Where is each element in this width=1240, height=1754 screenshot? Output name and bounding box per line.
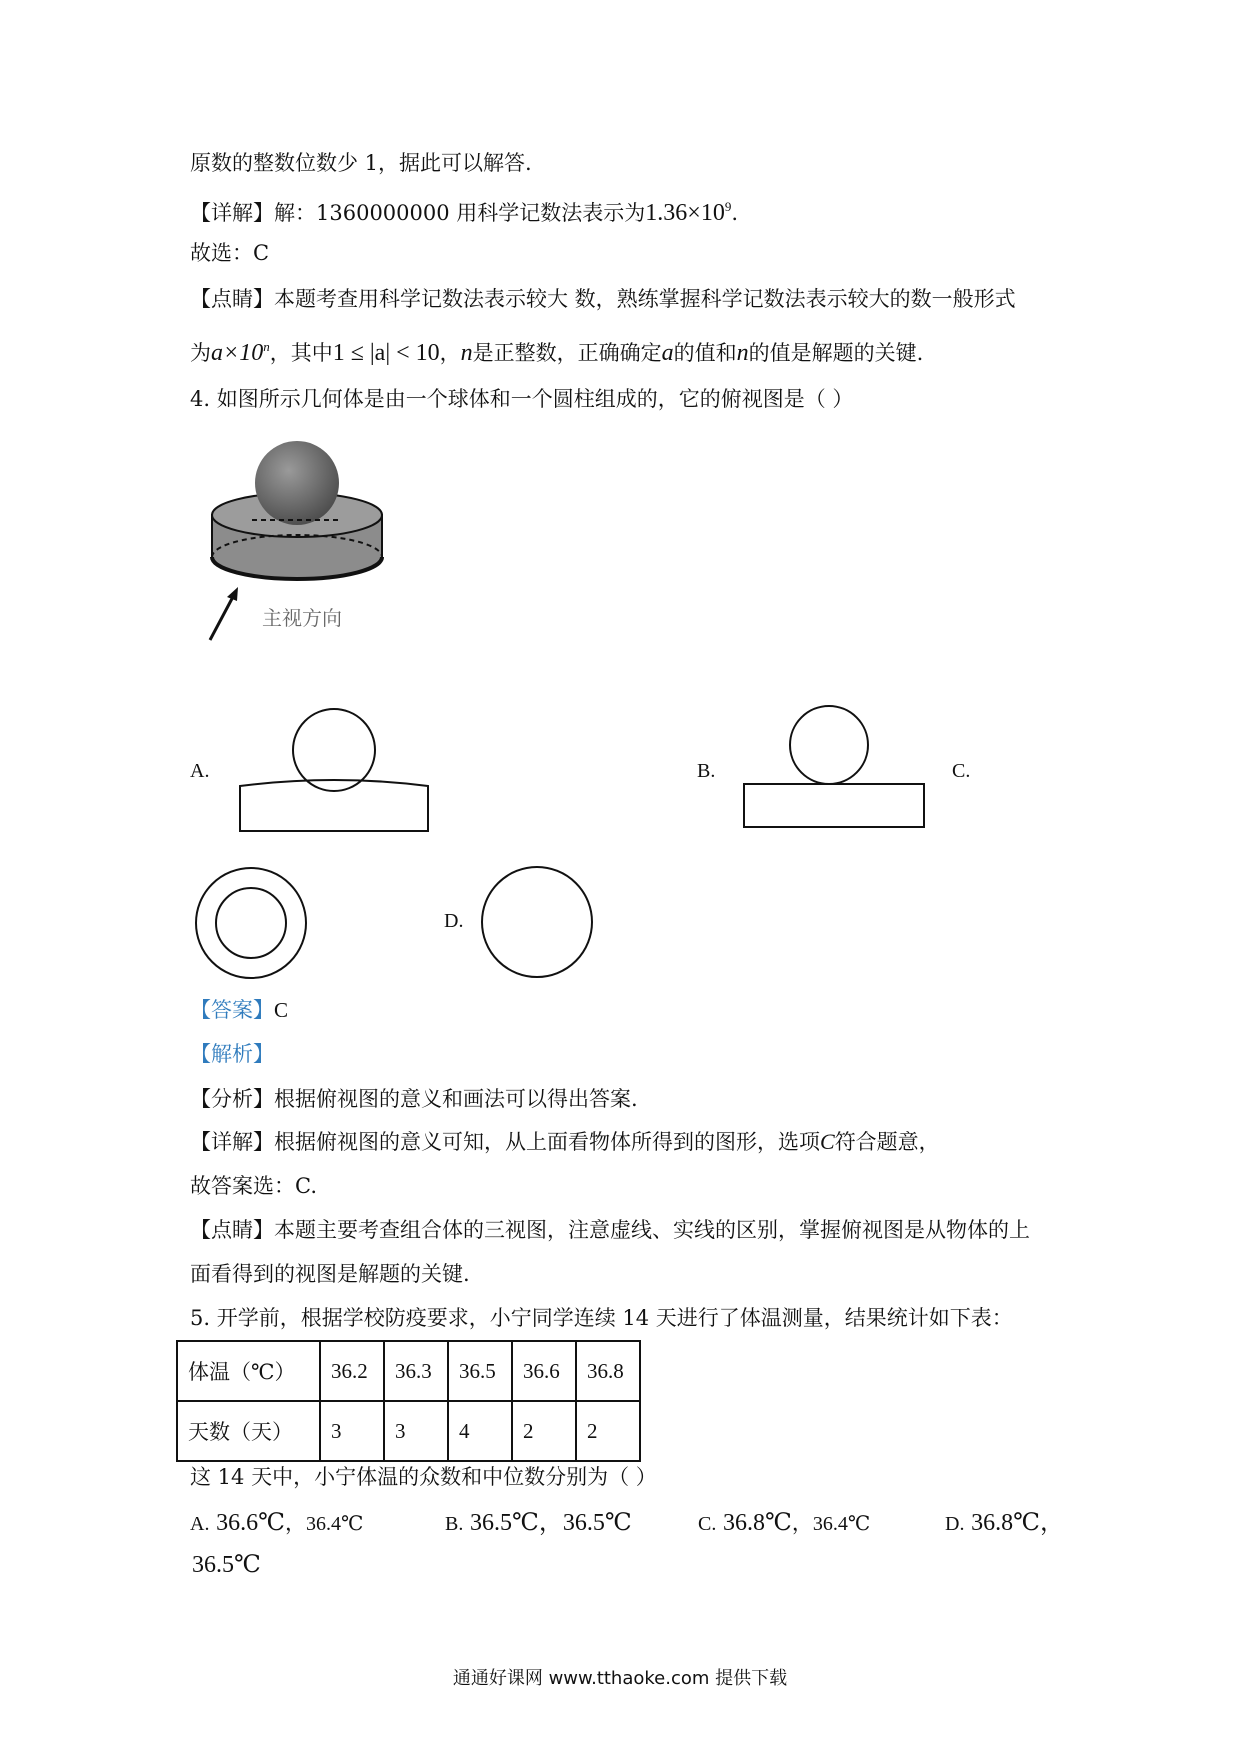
kp-text-d: 是正整数，正确确定	[472, 341, 662, 365]
key-point-line-2	[190, 332, 923, 368]
table-cell: 3	[320, 1401, 384, 1461]
q5-option-c-val1: 36.8℃	[723, 1510, 792, 1536]
q5-option-c-label: C.	[698, 1513, 717, 1535]
kp-formula-1-exp: n	[263, 339, 270, 354]
kp-formula-2: 1 ≤ |a| < 10	[332, 340, 440, 366]
table-cell: 36.8	[576, 1341, 640, 1401]
q5-question: 这 14 天中，小宁体温的众数和中位数分别为（ ）	[190, 1465, 657, 1489]
temperature-table	[176, 1340, 641, 1462]
answer-tag: 【答案】	[190, 998, 274, 1022]
table-row	[177, 1401, 640, 1461]
key-point-line-1: 【点睛】本题考查用科学记数法表示较大 数，熟练掌握科学记数法表示较大的数一般形式	[190, 287, 1016, 311]
q4-dianjing-2: 面看得到的视图是解题的关键.	[190, 1262, 470, 1286]
q5-option-c	[698, 1508, 870, 1539]
table-cell: 4	[448, 1401, 512, 1461]
table-cell: 2	[512, 1401, 576, 1461]
table-cell: 36.3	[384, 1341, 448, 1401]
q4-xiangjie	[190, 1127, 940, 1157]
sci-notation-exp: 9	[724, 199, 732, 214]
q4-option-a-figure	[238, 710, 430, 835]
q4-stem: 4. 如图所示几何体是由一个球体和一个圆柱组成的，它的俯视图是（ ）	[190, 387, 854, 411]
kp-var-n2: n	[736, 340, 749, 366]
kp-var-a: a	[661, 340, 674, 366]
kp-formula-1-base: a×10	[211, 340, 264, 366]
direction-label: 主视方向	[262, 606, 342, 630]
q4-option-b-label: B.	[697, 760, 716, 782]
table-head-temp: 体温（℃）	[177, 1341, 320, 1401]
xiangjie-text-a: 【详解】根据俯视图的意义可知，从上面看物体所得到的图形，选项	[190, 1130, 820, 1154]
q4-answer-line	[190, 995, 288, 1025]
q5-option-d-val2: 36.5℃	[192, 1552, 261, 1578]
xiangjie-option: C	[820, 1129, 835, 1154]
table-cell: 2	[576, 1401, 640, 1461]
q5-option-d-val1: 36.8℃，	[971, 1510, 1064, 1536]
kp-text-c: ，	[439, 341, 461, 365]
q5-option-a-label: A.	[190, 1513, 210, 1535]
q4-option-b-figure	[742, 705, 926, 830]
q4-option-d-figure	[480, 865, 596, 981]
analysis-tag: 【解析】	[190, 1042, 274, 1066]
detail-prefix: 【详解】解：1360000000 用科学记数法表示为	[190, 201, 646, 225]
q4-dianjing-1: 【点睛】本题主要考查组合体的三视图，注意虚线、实线的区别，掌握俯视图是从物体的上	[190, 1218, 1030, 1242]
table-cell: 36.5	[448, 1341, 512, 1401]
detail-suffix: .	[731, 201, 739, 225]
q5-stem: 5. 开学前，根据学校防疫要求，小宁同学连续 14 天进行了体温测量，结果统计如下表：	[190, 1306, 1013, 1330]
q5-option-a	[190, 1508, 363, 1539]
page-footer: 通通好课网 www.tthaoke.com 提供下载	[452, 1668, 788, 1689]
q5-option-b	[445, 1508, 632, 1539]
q5-option-a-sep: ，	[285, 1511, 306, 1535]
q4-fenxi: 【分析】根据俯视图的意义和画法可以得出答案.	[190, 1087, 638, 1111]
answer-value: C	[274, 998, 289, 1022]
q5-option-d	[945, 1508, 1064, 1539]
table-head-days: 天数（天）	[177, 1401, 320, 1461]
q4-option-c-figure	[193, 865, 309, 981]
kp-formula-1	[211, 340, 270, 366]
q5-option-b-val: 36.5℃，36.5℃	[470, 1510, 632, 1536]
sci-notation	[645, 200, 731, 226]
q5-option-a-val2: 36.4℃	[306, 1513, 364, 1535]
q5-option-c-val2: 36.4℃	[812, 1513, 871, 1535]
choice-line: 故选：C	[190, 241, 270, 265]
q4-guda: 故答案选：C.	[190, 1174, 317, 1198]
table-cell: 3	[384, 1401, 448, 1461]
kp-text-f: 的值是解题的关键.	[748, 341, 924, 365]
q4-option-c-label: C.	[952, 760, 971, 782]
kp-var-n: n	[460, 340, 473, 366]
detail-line	[190, 192, 738, 228]
kp-text-b: ，其中	[269, 341, 333, 365]
xiangjie-text-b: 符合题意，	[834, 1130, 940, 1154]
q4-option-a-label: A.	[190, 760, 210, 782]
direction-arrow-icon	[205, 585, 245, 645]
q5-option-b-label: B.	[445, 1513, 464, 1535]
q5-option-c-sep: ，	[791, 1511, 813, 1535]
table-cell: 36.2	[320, 1341, 384, 1401]
text-line-1: 原数的整数位数少 1，据此可以解答.	[190, 151, 532, 175]
table-cell: 36.6	[512, 1341, 576, 1401]
kp-text-a: 为	[190, 341, 211, 365]
kp-text-e: 的值和	[673, 341, 737, 365]
q5-option-d-label: D.	[945, 1513, 965, 1535]
sci-notation-base: 1.36×10	[645, 200, 725, 226]
q4-option-d-label: D.	[444, 910, 464, 932]
q5-option-a-val1: 36.6℃	[216, 1510, 285, 1536]
table-row	[177, 1341, 640, 1401]
